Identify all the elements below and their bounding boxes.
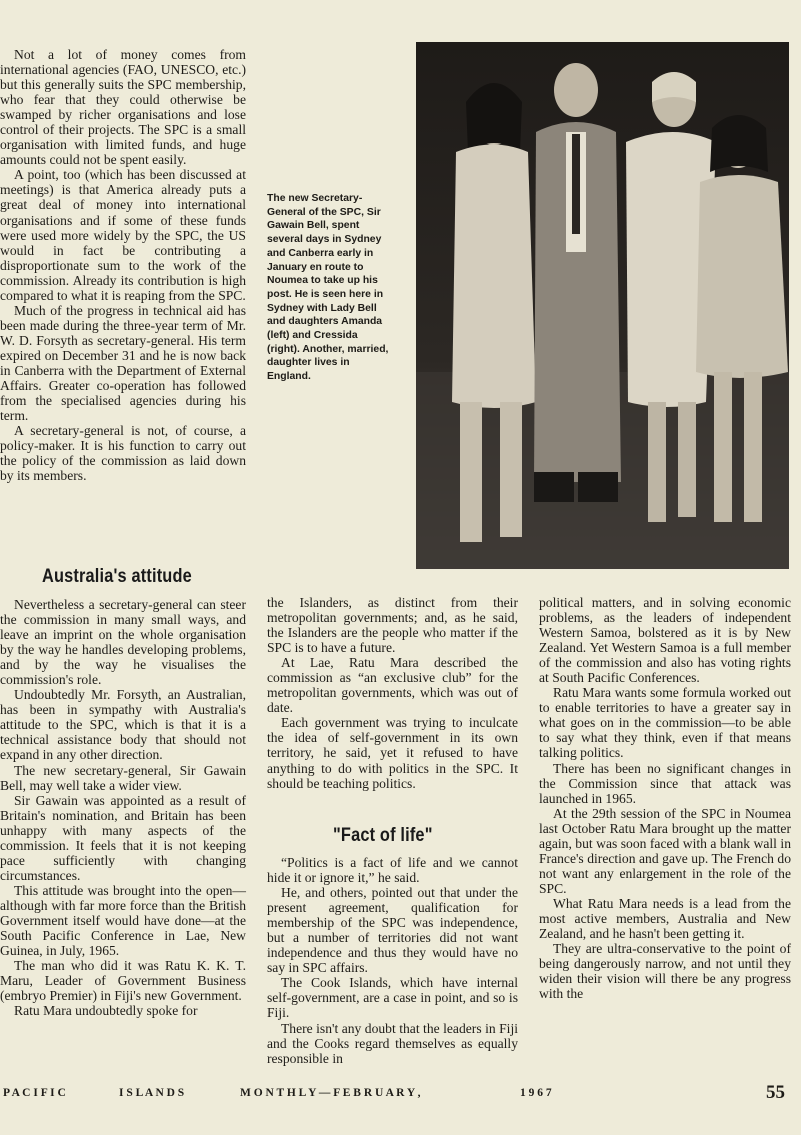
column-1-bottom — [0, 597, 246, 1018]
paragraph: At Lae, Ratu Mara described the commission as “an exclusive club” for the metropolitan governments, which was out of date. — [267, 655, 518, 716]
paragraph: Ratu Mara undoubtedly spoke for — [14, 1003, 198, 1019]
column-2-top — [267, 595, 518, 791]
paragraph: He, and others, pointed out that under the present agreement, qualification for membership of the SPC was independence, but a number of territories did not want independence and thus they would have no say in SPC affairs. — [267, 885, 518, 976]
column-1-top — [0, 47, 246, 483]
heading-text: "Fact of life" — [333, 825, 433, 846]
photo-image — [416, 42, 789, 569]
footer-word-monthly-february: M O N T H L Y — F E B R U A R Y , — [240, 1087, 421, 1099]
paragraph: They are ultra-conservative to the point of being dangerously narrow, and not until they widen their vision will there be any progress with the — [539, 941, 791, 1002]
paragraph: At the 29th session of the SPC in Noumea last October Ratu Mara brought up the matter again, but was soon faced with a blank wall in France's direction and gave up. The French do not want any enlargement in the role of the SPC. — [539, 805, 791, 896]
page-number: 55 — [766, 1082, 785, 1103]
column-3 — [539, 595, 791, 1001]
footer-word-islands: I S L A N D S — [119, 1087, 185, 1099]
paragraph: There has been no significant changes in the Commission since that attack was launched in 1965. — [539, 760, 791, 806]
paragraph: A point, too (which has been discussed at meetings) is that America already puts a great deal of money into international organisations and if some of these funds were used more widely by the SPC, the US would in fact be contributing a disproportionate sum to the work of the commission. Already its contribution is high compared to what it is reaping from the SPC. — [0, 167, 246, 303]
paragraph: What Ratu Mara needs is a lead from the most active members, Australia and New Zealand, and he hasn't been getting it. — [539, 895, 791, 942]
paragraph: Ratu Mara wants some formula worked out to enable territories to have a greater say in what goes on in the commission—to be able to say what they think, even if that means talking politics. — [539, 685, 791, 761]
paragraph: The Cook Islands, which have internal self-government, are a case in point, and so is Fiji. — [267, 975, 518, 1021]
paragraph: The man who did it was Ratu K. K. T. Maru, Leader of Government Business (embryo Premier) in Fiji's new Government. — [0, 958, 246, 1004]
paragraph: Sir Gawain was appointed as a result of Britain's nomination, and Britain has been unhappy with many aspects of the commission. It feels that it is not keeping pace sufficiently with changing circumstances. — [0, 792, 246, 883]
photo-sir-gawain-bell-family — [416, 42, 789, 569]
paragraph: the Islanders, as distinct from their metropolitan governments; and, as he said, the Islanders are the people who matter if the SPC is to have a future. — [267, 595, 518, 656]
paragraph: Each government was trying to inculcate the idea of self-government in its own territory, he said, yet it refused to have anything to do with politics in the SPC. It should be teaching politics. — [267, 715, 518, 791]
paragraph: A secretary-general is not, of course, a policy-maker. It is his function to carry out the policy of the commission as laid down by its members. — [0, 423, 246, 484]
page-footer — [0, 1079, 801, 1109]
paragraph: “Politics is a fact of life and we cannot hide it or ignore it,” he said. — [267, 855, 518, 886]
photo-caption — [267, 192, 393, 384]
paragraph: There isn't any doubt that the leaders in Fiji and the Cooks regard themselves as equally responsible in — [267, 1020, 518, 1066]
paragraph: Much of the progress in technical aid has been made during the three-year term of Mr. W. D. Forsyth as secretary-general. His term expired on December 31 and he is now back in Canberra with the Department of External Affairs. Greater co-operation has followed from the specialised agencies during his term. — [0, 302, 246, 424]
heading-text: Australia's attitude — [42, 566, 192, 587]
paragraph: Nevertheless a secretary-general can steer the commission in many small ways, and leave an imprint on the whole organisation by the way he handles developing problems, and by the way he visualises the commission's role. — [0, 597, 246, 688]
footer-year: 1 9 6 7 — [520, 1087, 552, 1099]
paragraph: political matters, and in solving economic problems, as the leaders of independent Western Samoa, bolstered as it is by New Zealand. Yet Western Samoa is a full member of the commission and also has voting rights at South Pacific Conferences. — [539, 595, 791, 686]
paragraph: Undoubtedly Mr. Forsyth, an Australian, has been in sympathy with Australia's attitude to the SPC, which is that it is a technical assistance body that should not expand in any other direction. — [0, 687, 246, 763]
footer-word-pacific: P A C I F I C — [3, 1087, 66, 1099]
paragraph: Not a lot of money comes from international agencies (FAO, UNESCO, etc.) but this generally suits the SPC membership, who fear that they could otherwise be swamped by richer organisations and lose control of their projects. The SPC is a small organisation with limited funds, and huge amounts could not be spent easily. — [0, 47, 246, 168]
section-heading-fact-of-life — [333, 825, 483, 847]
paragraph: The new secretary-general, Sir Gawain Bell, may well take a wider view. — [0, 762, 246, 793]
column-2-bottom — [267, 855, 518, 1066]
caption-text: The new Secretary-General of the SPC, Sir Gawain Bell, spent several days in Sydney and Canberra early in January en route to Noumea to take up his post. He is seen here in Sydney with Lady Bell and daughters Amanda (left) and Cressida (right). Another, married, daughter lives in England. — [267, 193, 389, 383]
paragraph: This attitude was brought into the open—although with far more force than the British Government itself would have done—at the South Pacific Conference in Lae, New Guinea, in July, 1965. — [0, 882, 246, 959]
section-heading-australias-attitude — [42, 566, 242, 588]
